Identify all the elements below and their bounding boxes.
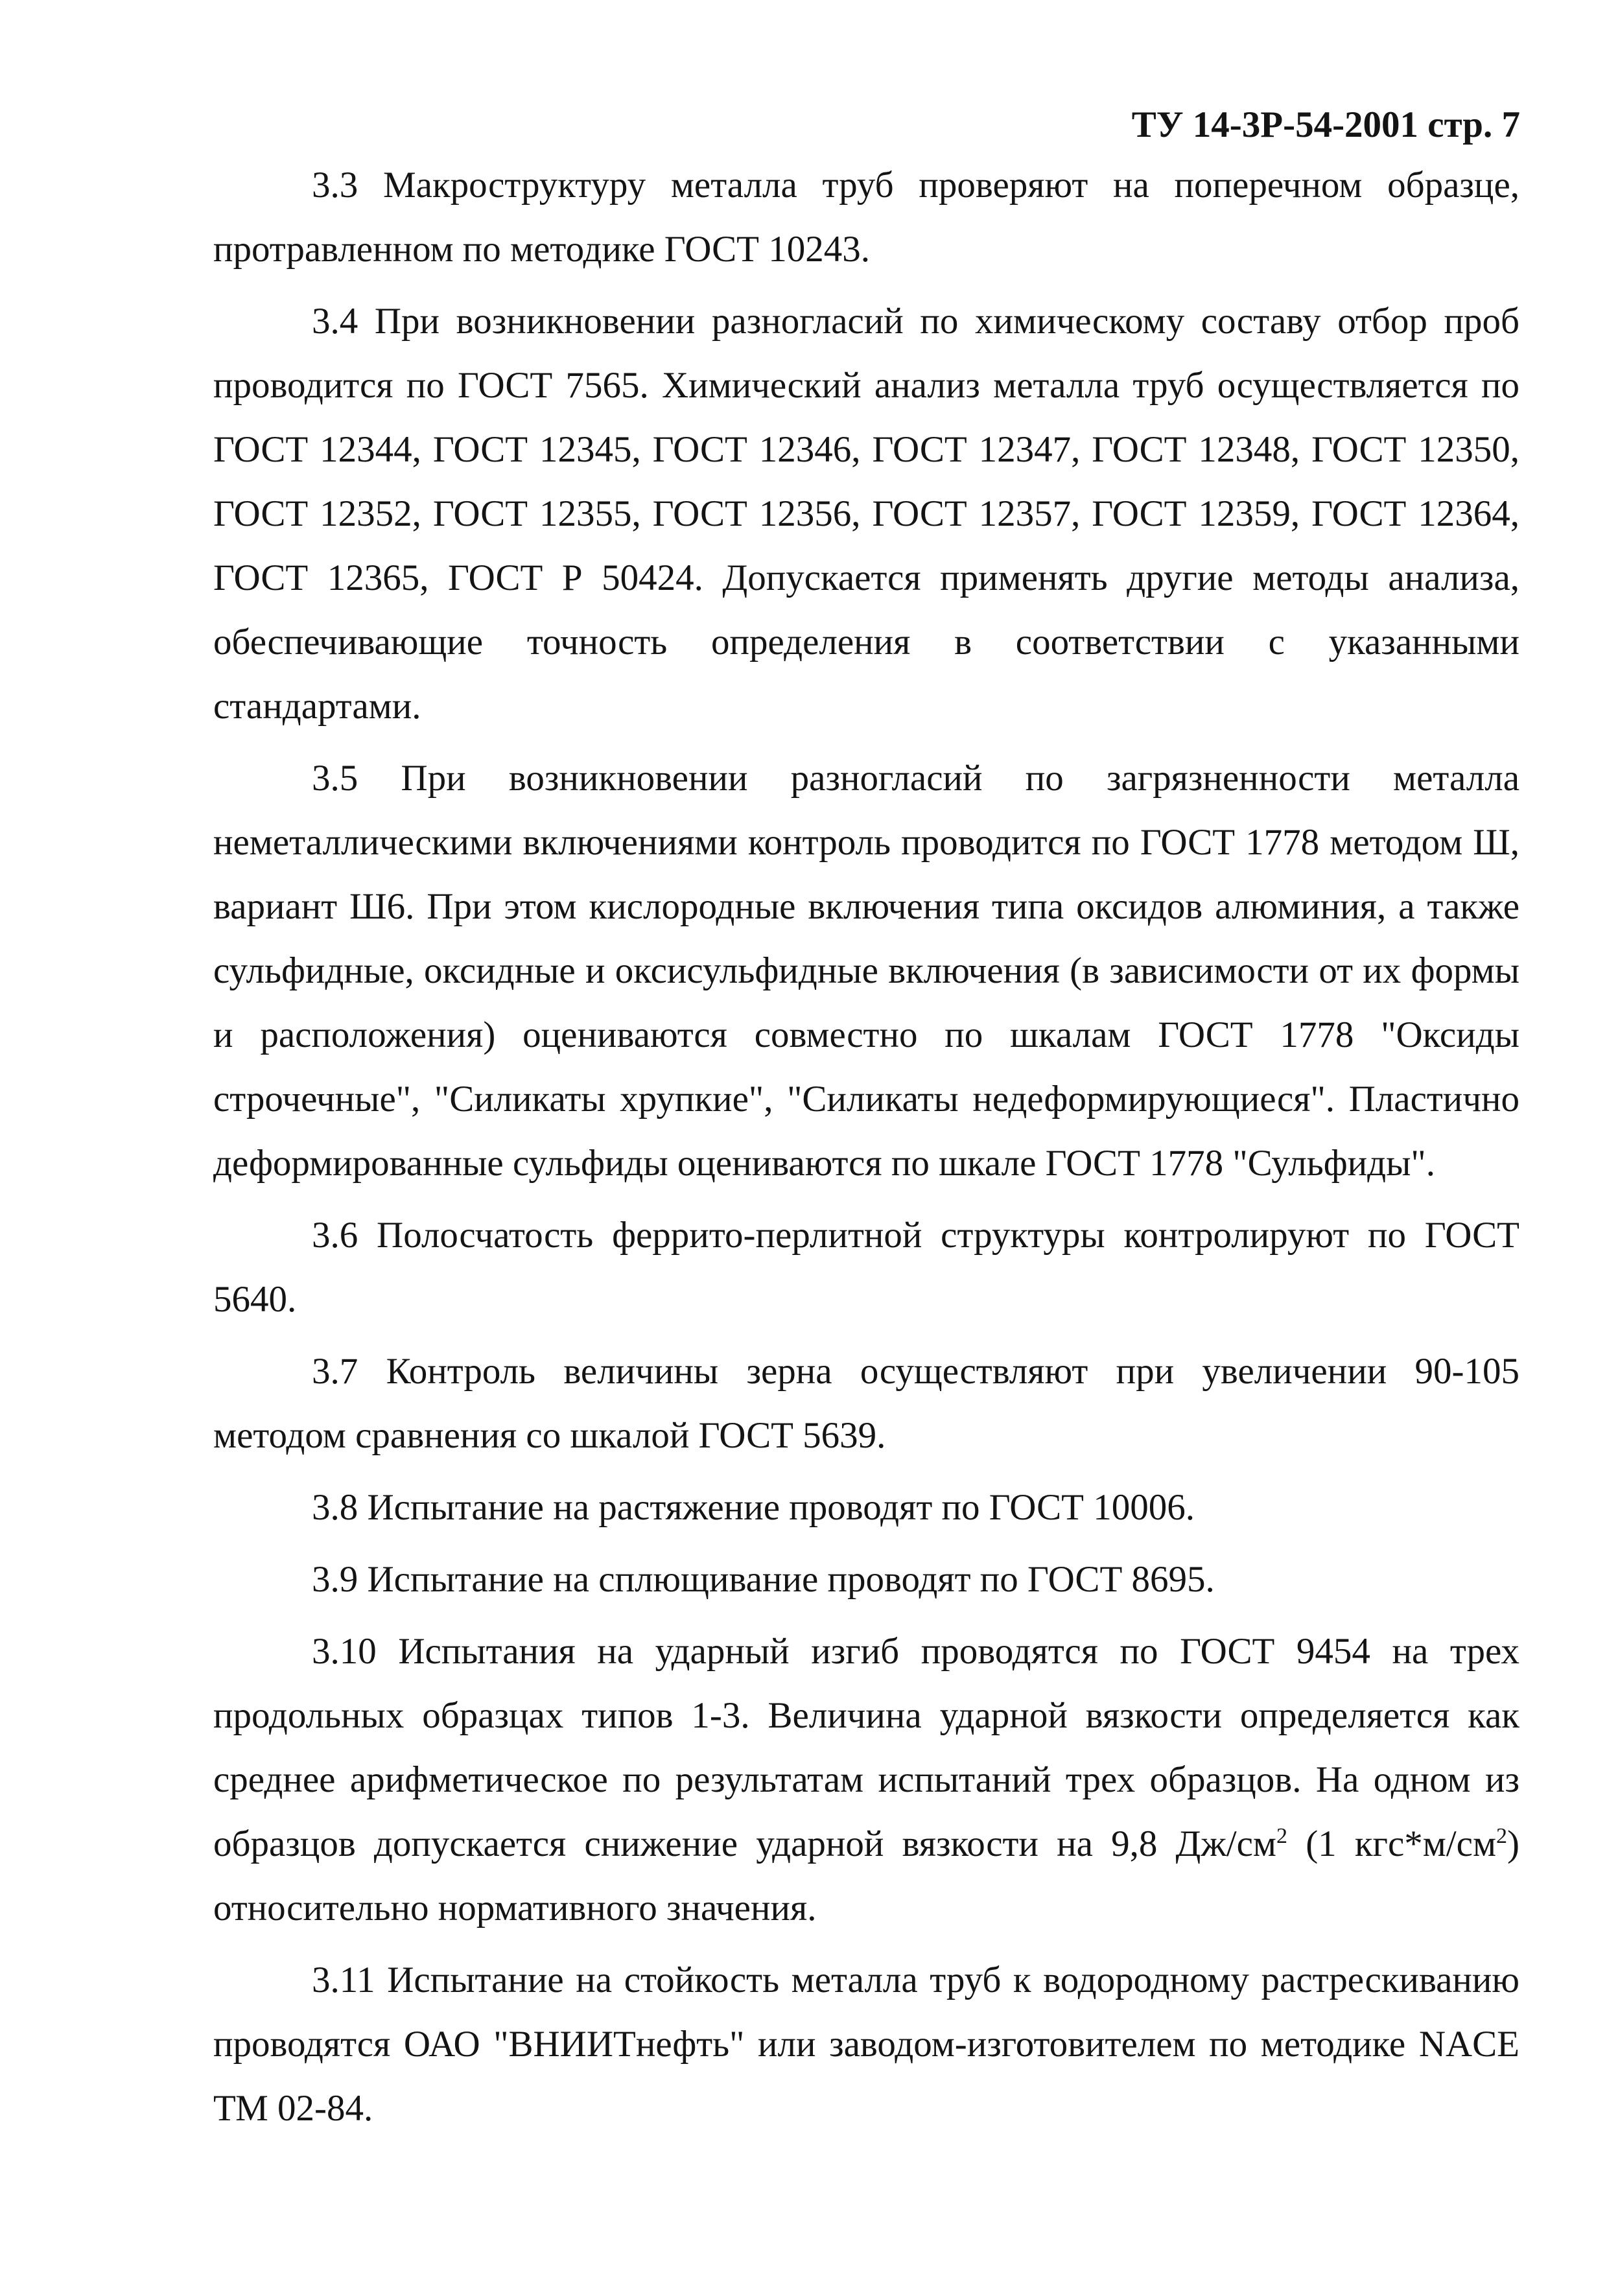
paragraph-3-10-text-3: ) относительно нормативного значения.: [213, 1823, 1520, 1928]
paragraph-3-7: 3.7 Контроль величины зерна осуществляют при увеличении 90-105 методом сравнения со шкалой ГОСТ 5639.: [213, 1351, 1519, 1456]
paragraph-3-10: [213, 1619, 1519, 1940]
paragraph-3-4: 3.4 При возникновении разногласий по химическому составу отбор проб проводится по ГОСТ 7565. Химический анализ металла труб осуществляется по ГОСТ 12344, ГОСТ 12345, ГОСТ 12346, ГОСТ 12347, ГОСТ 12348, ГОСТ 12350, ГОСТ 12352, ГОСТ 12355, ГОСТ 12356, ГОСТ 12357, ГОСТ 12359, ГОСТ 12364, ГОСТ 12365, ГОСТ Р 50424. Допускается применять другие методы анализа, обеспечивающие точность определения в соответствии с указанными стандартами.: [213, 301, 1519, 727]
paragraph-3-8: 3.8 Испытание на растяжение проводят по ГОСТ 10006.: [312, 1487, 1195, 1528]
paragraph-3-10-text-1: 3.10 Испытания на ударный изгиб проводятся по ГОСТ 9454 на трех продольных образцах типов 1-3. Величина ударной вязкости определяется как среднее арифметическое по результатам испытаний трех образцов. На одном из образцов допускается снижение ударной вязкости на 9,8 Дж/см: [213, 1631, 1519, 1864]
paragraph-3-9: 3.9 Испытание на сплющивание проводят по ГОСТ 8695.: [312, 1559, 1215, 1600]
superscript-2: 2: [1276, 1824, 1288, 1848]
document-body: [213, 153, 1519, 2148]
paragraph-3-5: 3.5 При возникновении разногласий по загрязненности металла неметаллическими включениями контроль проводится по ГОСТ 1778 методом Ш, вариант Ш6. При этом кислородные включения типа оксидов алюминия, а также сульфидные, оксидные и оксисульфидные включения (в зависимости от их формы и расположения) оцениваются совместно по шкалам ГОСТ 1778 "Оксиды строчечные", "Силикаты хрупкие", "Силикаты недеформирующиеся". Пластично деформированные сульфиды оцениваются по шкале ГОСТ 1778 "Сульфиды".: [213, 758, 1519, 1184]
paragraph-3-11: 3.11 Испытание на стойкость металла труб к водородному растрескиванию проводятся ОАО "ВНИИТнефть" или заводом-изготовителем по методике NACE ТМ 02-84.: [213, 1960, 1519, 2129]
paragraph-3-10-text-2: (1 кгс*м/см: [1287, 1823, 1497, 1864]
page-header: ТУ 14-3Р-54-2001 стр. 7: [1131, 104, 1520, 145]
paragraph-3-3: 3.3 Макроструктуру металла труб проверяют на поперечном образце, протравленном по методике ГОСТ 10243.: [213, 165, 1519, 270]
paragraph-3-6: 3.6 Полосчатость феррито-перлитной структуры контролируют по ГОСТ 5640.: [213, 1215, 1519, 1320]
superscript-2: 2: [1496, 1824, 1508, 1848]
